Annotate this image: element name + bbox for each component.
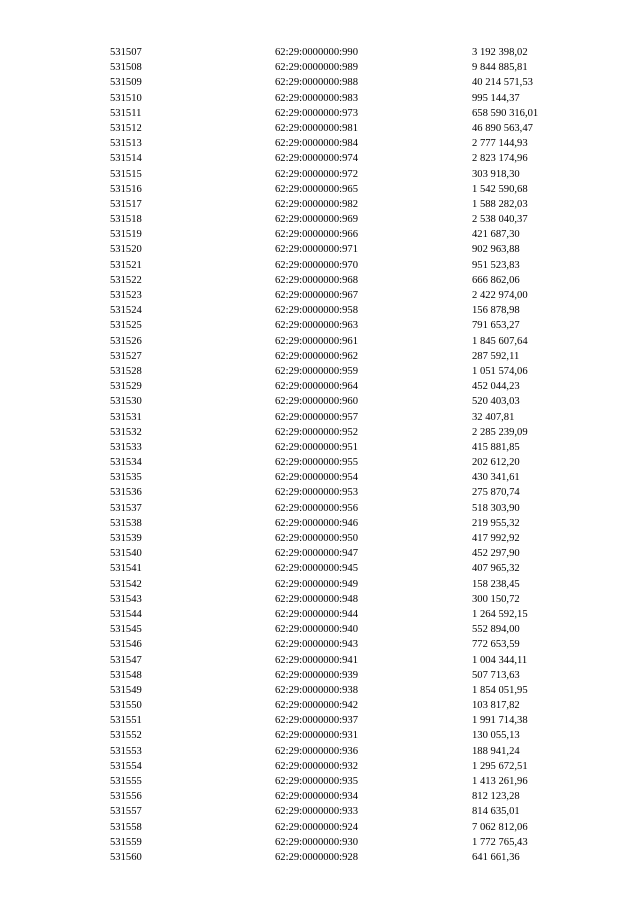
table-row (110, 607, 570, 622)
row-number: 531533 (110, 441, 142, 453)
cadastral-number: 62:29:0000000:932 (275, 760, 358, 772)
row-number: 531534 (110, 457, 142, 469)
cadastral-value: 902 963,88 (472, 244, 520, 256)
table-row (110, 334, 570, 349)
cadastral-value: 452 044,23 (472, 381, 520, 393)
row-number: 531531 (110, 411, 142, 423)
cadastral-value: 995 144,37 (472, 92, 520, 104)
cadastral-number: 62:29:0000000:983 (275, 92, 358, 104)
row-number: 531525 (110, 320, 142, 332)
cadastral-value: 452 297,90 (472, 548, 520, 560)
table-row (110, 637, 570, 652)
table-row (110, 151, 570, 166)
cadastral-number: 62:29:0000000:989 (275, 62, 358, 74)
cadastral-number: 62:29:0000000:946 (275, 517, 358, 529)
row-number: 531519 (110, 229, 142, 241)
cadastral-value: 417 992,92 (472, 533, 520, 544)
table-row (110, 683, 570, 698)
table-row (110, 364, 570, 379)
row-number: 531536 (110, 487, 142, 499)
cadastral-number: 62:29:0000000:958 (275, 305, 358, 317)
cadastral-value: 103 817,82 (472, 700, 520, 712)
cadastral-number: 62:29:0000000:940 (275, 624, 358, 636)
cadastral-value: 772 653,59 (472, 639, 520, 651)
cadastral-value: 1 854 051,95 (472, 684, 528, 696)
row-number: 531558 (110, 821, 142, 833)
cadastral-number: 62:29:0000000:973 (275, 107, 358, 119)
data-table (110, 45, 570, 865)
table-row (110, 212, 570, 227)
cadastral-number: 62:29:0000000:956 (275, 502, 358, 514)
cadastral-value: 32 407,81 (472, 411, 515, 423)
table-row (110, 349, 570, 364)
row-number: 531528 (110, 365, 142, 377)
cadastral-number: 62:29:0000000:953 (275, 487, 358, 499)
cadastral-value: 188 941,24 (472, 745, 520, 757)
cadastral-value: 518 303,90 (472, 502, 520, 514)
cadastral-value: 9 844 885,81 (472, 62, 528, 74)
table-row (110, 258, 570, 273)
cadastral-value: 552 894,00 (472, 624, 520, 636)
cadastral-number: 62:29:0000000:934 (275, 791, 358, 803)
row-number: 531532 (110, 426, 142, 438)
row-number: 531545 (110, 624, 142, 636)
cadastral-number: 62:29:0000000:941 (275, 654, 358, 666)
table-row (110, 592, 570, 607)
row-number: 531521 (110, 259, 142, 271)
table-row (110, 45, 570, 60)
cadastral-value: 7 062 812,06 (472, 821, 528, 833)
cadastral-value: 812 123,28 (472, 791, 520, 803)
row-number: 531516 (110, 183, 142, 195)
table-row (110, 668, 570, 683)
cadastral-value: 1 542 590,68 (472, 183, 528, 195)
table-row (110, 440, 570, 455)
table-row (110, 744, 570, 759)
cadastral-value: 130 055,13 (472, 730, 520, 742)
cadastral-value: 2 285 239,09 (472, 426, 528, 438)
cadastral-number: 62:29:0000000:964 (275, 381, 358, 393)
table-row (110, 622, 570, 637)
row-number: 531515 (110, 168, 142, 180)
table-row (110, 728, 570, 743)
cadastral-number: 62:29:0000000:974 (275, 153, 358, 165)
table-row (110, 774, 570, 789)
row-number: 531530 (110, 396, 142, 408)
table-row (110, 546, 570, 561)
cadastral-number: 62:29:0000000:963 (275, 320, 358, 332)
cadastral-value: 1 772 765,43 (472, 836, 528, 848)
row-number: 531556 (110, 791, 142, 803)
table-row (110, 273, 570, 288)
cadastral-value: 2 422 974,00 (472, 290, 528, 301)
cadastral-value: 666 862,06 (472, 274, 520, 286)
row-number: 531514 (110, 153, 142, 165)
table-row (110, 698, 570, 713)
table-row (110, 516, 570, 531)
cadastral-value: 3 192 398,02 (472, 47, 528, 58)
table-row (110, 485, 570, 500)
row-number: 531527 (110, 350, 142, 362)
cadastral-number: 62:29:0000000:982 (275, 198, 358, 210)
cadastral-number: 62:29:0000000:967 (275, 290, 358, 301)
row-number: 531552 (110, 730, 142, 742)
row-number: 531539 (110, 533, 142, 544)
cadastral-number: 62:29:0000000:955 (275, 457, 358, 469)
cadastral-value: 219 955,32 (472, 517, 520, 529)
cadastral-number: 62:29:0000000:954 (275, 472, 358, 484)
row-number: 531526 (110, 335, 142, 347)
cadastral-number: 62:29:0000000:951 (275, 441, 358, 453)
cadastral-number: 62:29:0000000:937 (275, 715, 358, 727)
row-number: 531554 (110, 760, 142, 772)
cadastral-number: 62:29:0000000:933 (275, 806, 358, 818)
table-row (110, 60, 570, 75)
table-row (110, 850, 570, 865)
cadastral-value: 1 004 344,11 (472, 654, 528, 666)
cadastral-number: 62:29:0000000:945 (275, 563, 358, 575)
table-row (110, 182, 570, 197)
row-number: 531511 (110, 107, 142, 119)
table-row (110, 561, 570, 576)
cadastral-value: 40 214 571,53 (472, 77, 533, 89)
table-row (110, 410, 570, 425)
table-row (110, 75, 570, 90)
row-number: 531547 (110, 654, 142, 666)
row-number: 531549 (110, 684, 142, 696)
cadastral-value: 407 965,32 (472, 563, 520, 575)
table-row (110, 394, 570, 409)
cadastral-number: 62:29:0000000:969 (275, 214, 358, 226)
row-number: 531544 (110, 608, 142, 620)
cadastral-value: 1 051 574,06 (472, 365, 528, 377)
cadastral-number: 62:29:0000000:957 (275, 411, 358, 423)
cadastral-number: 62:29:0000000:961 (275, 335, 358, 347)
table-row (110, 288, 570, 303)
row-number: 531551 (110, 715, 142, 727)
cadastral-value: 2 538 040,37 (472, 214, 528, 226)
row-number: 531555 (110, 776, 142, 787)
cadastral-value: 1 295 672,51 (472, 760, 528, 772)
cadastral-number: 62:29:0000000:959 (275, 365, 358, 377)
table-row (110, 242, 570, 257)
table-row (110, 820, 570, 835)
cadastral-number: 62:29:0000000:943 (275, 639, 358, 651)
cadastral-number: 62:29:0000000:936 (275, 745, 358, 757)
cadastral-value: 814 635,01 (472, 806, 520, 818)
table-row (110, 91, 570, 106)
cadastral-value: 430 341,61 (472, 472, 520, 484)
table-row (110, 835, 570, 850)
row-number: 531557 (110, 806, 142, 818)
table-row (110, 121, 570, 136)
cadastral-number: 62:29:0000000:984 (275, 138, 358, 150)
row-number: 531512 (110, 122, 142, 134)
cadastral-number: 62:29:0000000:942 (275, 700, 358, 712)
cadastral-value: 156 878,98 (472, 305, 520, 317)
row-number: 531529 (110, 381, 142, 393)
cadastral-number: 62:29:0000000:935 (275, 776, 358, 787)
cadastral-value: 287 592,11 (472, 350, 520, 362)
cadastral-value: 1 991 714,38 (472, 715, 528, 727)
cadastral-value: 1 264 592,15 (472, 608, 528, 620)
cadastral-number: 62:29:0000000:948 (275, 593, 358, 605)
table-row (110, 106, 570, 121)
table-row (110, 318, 570, 333)
row-number: 531535 (110, 472, 142, 484)
cadastral-number: 62:29:0000000:970 (275, 259, 358, 271)
cadastral-value: 1 845 607,64 (472, 335, 528, 347)
cadastral-value: 1 413 261,96 (472, 776, 528, 787)
row-number: 531543 (110, 593, 142, 605)
cadastral-number: 62:29:0000000:950 (275, 533, 358, 544)
cadastral-number: 62:29:0000000:939 (275, 669, 358, 681)
cadastral-value: 158 238,45 (472, 578, 520, 590)
table-row (110, 303, 570, 318)
table-row (110, 455, 570, 470)
row-number: 531538 (110, 517, 142, 529)
row-number: 531513 (110, 138, 142, 150)
cadastral-number: 62:29:0000000:952 (275, 426, 358, 438)
row-number: 531540 (110, 548, 142, 560)
table-row (110, 167, 570, 182)
cadastral-value: 300 150,72 (472, 593, 520, 605)
row-number: 531508 (110, 62, 142, 74)
cadastral-number: 62:29:0000000:971 (275, 244, 358, 256)
cadastral-number: 62:29:0000000:930 (275, 836, 358, 848)
row-number: 531542 (110, 578, 142, 590)
cadastral-value: 658 590 316,01 (472, 107, 539, 119)
table-row (110, 227, 570, 242)
cadastral-number: 62:29:0000000:928 (275, 851, 358, 863)
cadastral-number: 62:29:0000000:938 (275, 684, 358, 696)
cadastral-value: 507 713,63 (472, 669, 520, 681)
table-row (110, 470, 570, 485)
cadastral-number: 62:29:0000000:972 (275, 168, 358, 180)
cadastral-value: 415 881,85 (472, 441, 520, 453)
table-row (110, 804, 570, 819)
table-row (110, 789, 570, 804)
row-number: 531522 (110, 274, 142, 286)
cadastral-number: 62:29:0000000:968 (275, 274, 358, 286)
cadastral-value: 791 653,27 (472, 320, 520, 332)
table-row (110, 531, 570, 546)
row-number: 531510 (110, 92, 142, 104)
cadastral-number: 62:29:0000000:944 (275, 608, 358, 620)
cadastral-value: 46 890 563,47 (472, 122, 533, 134)
cadastral-number: 62:29:0000000:990 (275, 47, 358, 58)
cadastral-number: 62:29:0000000:931 (275, 730, 358, 742)
cadastral-value: 520 403,03 (472, 396, 520, 408)
table-row (110, 379, 570, 394)
table-row (110, 501, 570, 516)
row-number: 531518 (110, 214, 142, 226)
table-row (110, 759, 570, 774)
row-number: 531550 (110, 700, 142, 712)
table-row (110, 197, 570, 212)
table-row (110, 425, 570, 440)
cadastral-value: 421 687,30 (472, 229, 520, 241)
cadastral-number: 62:29:0000000:988 (275, 77, 358, 89)
cadastral-number: 62:29:0000000:965 (275, 183, 358, 195)
row-number: 531560 (110, 851, 142, 863)
cadastral-value: 641 661,36 (472, 851, 520, 863)
table-row (110, 577, 570, 592)
cadastral-value: 303 918,30 (472, 168, 520, 180)
cadastral-number: 62:29:0000000:966 (275, 229, 358, 241)
row-number: 531541 (110, 563, 142, 575)
row-number: 531524 (110, 305, 142, 317)
row-number: 531523 (110, 290, 142, 301)
cadastral-number: 62:29:0000000:947 (275, 548, 358, 560)
row-number: 531537 (110, 502, 142, 514)
row-number: 531559 (110, 836, 142, 848)
table-row (110, 713, 570, 728)
cadastral-number: 62:29:0000000:960 (275, 396, 358, 408)
table-row (110, 136, 570, 151)
cadastral-value: 1 588 282,03 (472, 198, 528, 210)
cadastral-number: 62:29:0000000:981 (275, 122, 358, 134)
cadastral-number: 62:29:0000000:924 (275, 821, 358, 833)
row-number: 531517 (110, 198, 142, 210)
cadastral-value: 2 823 174,96 (472, 153, 528, 165)
row-number: 531553 (110, 745, 142, 757)
cadastral-value: 202 612,20 (472, 457, 520, 469)
cadastral-value: 951 523,83 (472, 259, 520, 271)
cadastral-value: 2 777 144,93 (472, 138, 528, 150)
row-number: 531509 (110, 77, 142, 89)
cadastral-number: 62:29:0000000:949 (275, 578, 358, 590)
row-number: 531520 (110, 244, 142, 256)
row-number: 531546 (110, 639, 142, 651)
cadastral-number: 62:29:0000000:962 (275, 350, 358, 362)
cadastral-value: 275 870,74 (472, 487, 520, 499)
table-row (110, 653, 570, 668)
row-number: 531548 (110, 669, 142, 681)
row-number: 531507 (110, 47, 142, 58)
